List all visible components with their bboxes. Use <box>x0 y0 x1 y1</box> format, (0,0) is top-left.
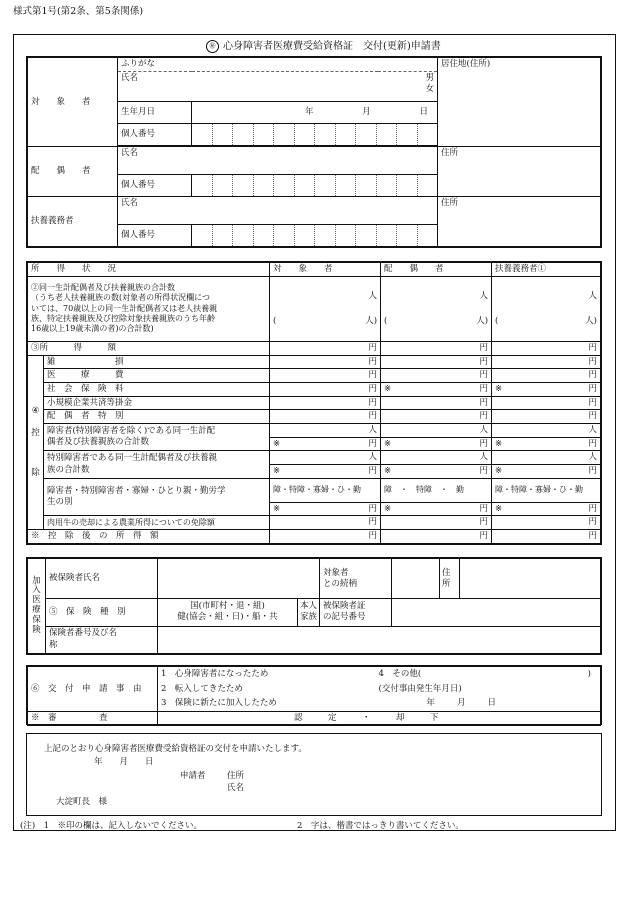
income-amount-label: ③所 得 額 <box>28 341 270 355</box>
spouse-special-supporter[interactable]: 円 <box>492 410 601 424</box>
beef-supporter[interactable]: 円 <box>492 516 601 530</box>
insurer-number-field[interactable] <box>158 626 601 653</box>
subject-col-header: 対 象 者 <box>270 263 381 277</box>
birth-label: 生年月日 <box>118 101 192 123</box>
beef-subject[interactable]: 円 <box>270 516 381 530</box>
subject-label: 対 象 者 <box>28 58 118 147</box>
name-label: 氏名 <box>121 72 139 83</box>
type-yen-supporter: ※ 円 <box>492 502 601 516</box>
supporter-label: 扶養義務者 <box>28 196 118 246</box>
special-disabled-label: 特別障害者である同一生計配偶者及び扶養親 族の合計数 <box>44 451 270 478</box>
after-supporter: 円 <box>492 530 601 544</box>
applicant-name-label: 氏名 <box>227 783 245 793</box>
insurance-section <box>26 557 602 655</box>
cert-number-field[interactable] <box>392 599 601 626</box>
personal-no-field[interactable] <box>192 123 438 145</box>
special-yen-supporter: ※ 円 <box>492 465 601 479</box>
dependents-subject[interactable]: 人 ( 人) <box>270 276 381 341</box>
birth-field[interactable]: 年 月 日 <box>192 101 438 123</box>
furigana-label: ふりがな <box>118 58 438 72</box>
disabled-count-spouse[interactable]: 人 <box>381 423 492 437</box>
insurer-number-label: 保険者番号及び名 称 <box>46 626 158 653</box>
applicant-section <box>26 56 602 248</box>
disabled-yen-spouse: ※ 円 <box>381 437 492 451</box>
insured-name-label: 被保険者氏名 <box>46 559 158 599</box>
social-insurance-label: 社 会 保 険 料 <box>44 382 270 396</box>
reason-option-4[interactable]: 4 その他( ) <box>376 667 601 682</box>
special-yen-spouse: ※ 円 <box>381 465 492 479</box>
spouse-col-header: 配 偶 者 <box>381 263 492 277</box>
after-deduction-label: ※ 控 除 後 の 所 得 額 <box>28 530 270 544</box>
type-yen-spouse: ※ 円 <box>381 502 492 516</box>
disabled-count-subject[interactable]: 人 <box>270 423 381 437</box>
cert-number-label: 被保険者証 の記号番号 <box>320 599 392 626</box>
self-family-options[interactable]: 本人 家族 <box>298 599 320 626</box>
type-subject[interactable]: 障・特障・寡婦・ひ・勤 <box>270 478 381 502</box>
mayor-addressee: 大淀町長 様 <box>56 797 108 807</box>
application-statement: 上記のとおり心身障害者医療費受給資格証の交付を申請いたします。 <box>44 744 307 754</box>
dependents-spouse[interactable]: 人 ( 人) <box>381 276 492 341</box>
note-1: (注) 1 ※印の欄は、記入しないでください。 <box>20 821 203 831</box>
insurance-type-options[interactable]: 国(市町村・退・組) 健(協会・組・日)・船・共 <box>158 599 298 626</box>
dependents-label: ②同一生計配偶者及び扶養親族の合計数 （うち老人扶養親族の数(対象者の所得状況欄につ いては、70歳以上の同一生計配偶者又は老人扶養親 族、特定扶養親族及び控除対象扶養親族のうち年齢 16歳以上19歳未満の者)の合計数) <box>28 276 270 341</box>
review-label: ※ 審 査 <box>28 712 158 726</box>
medical-supporter[interactable]: 円 <box>492 369 601 383</box>
spouse-special-spouse[interactable]: 円 <box>381 410 492 424</box>
application-date[interactable]: 年 月 日 <box>94 757 154 767</box>
small-biz-subject[interactable]: 円 <box>270 396 381 410</box>
special-disabled-subject[interactable]: 人 <box>270 451 381 465</box>
misc-loss-spouse[interactable]: 円 <box>381 355 492 369</box>
misc-loss-subject[interactable]: 円 <box>270 355 381 369</box>
reason-option-1[interactable]: 1 心身障害者になったため <box>158 667 376 682</box>
beef-spouse[interactable]: 円 <box>381 516 492 530</box>
male-option[interactable]: 男 <box>425 72 434 83</box>
female-option[interactable]: 女 <box>425 83 434 94</box>
title-text: 心身障害者医療費受給資格証 交付(更新)申請書 <box>223 41 441 52</box>
small-biz-label: 小規模企業共済等掛金 <box>44 396 270 410</box>
type-spouse[interactable]: 障 ・ 特障 ・ 勤 <box>381 478 492 502</box>
applicant-address-label: 住所 <box>227 771 245 781</box>
income-amount-supporter[interactable]: 円 <box>492 341 601 355</box>
income-header: 所 得 状 況 <box>28 263 270 277</box>
medical-spouse[interactable]: 円 <box>381 369 492 383</box>
special-disabled-spouse[interactable]: 人 <box>381 451 492 465</box>
insurance-type-label: ⑤ 保 険 種 別 <box>46 599 158 626</box>
supporter-address-field[interactable]: 住所 <box>438 196 601 246</box>
social-supporter: ※ 円 <box>492 382 601 396</box>
beef-exemption-label: 肉用牛の売却による農業所得についての免除額 <box>44 516 270 530</box>
insurance-address-label: 住所 <box>440 559 460 599</box>
type-yen-subject: ※ 円 <box>270 502 381 516</box>
spouse-label: 配 偶 者 <box>28 146 118 196</box>
reason-option-2[interactable]: 2 転入してきたため <box>161 683 243 694</box>
name-field[interactable] <box>118 71 438 101</box>
occurrence-date-field[interactable]: 年 月 日 <box>376 697 601 712</box>
social-subject[interactable]: 円 <box>270 382 381 396</box>
supporter-no-field[interactable] <box>192 224 438 246</box>
spouse-name-field[interactable]: 氏名 <box>118 146 438 174</box>
note-2: 2 字は、楷書ではっきり書いてください。 <box>297 821 464 831</box>
special-yen-subject: ※ 円 <box>270 465 381 479</box>
income-section <box>26 261 602 545</box>
small-biz-supporter[interactable]: 円 <box>492 396 601 410</box>
residence-label: 居住地(住所) <box>438 58 601 147</box>
relation-field[interactable] <box>392 559 440 599</box>
social-spouse: ※ 円 <box>381 382 492 396</box>
spouse-no-label: 個人番号 <box>118 174 192 196</box>
insurance-side-label: 加入医療保険 <box>28 559 46 654</box>
disabled-yen-supporter: ※ 円 <box>492 437 601 451</box>
supporter-name-field[interactable]: 氏名 <box>118 196 438 224</box>
disabled-count-supporter[interactable]: 人 <box>492 423 601 437</box>
income-amount-subject[interactable]: 円 <box>270 341 381 355</box>
spouse-special-label: 配 偶 者 特 別 <box>44 410 270 424</box>
supporter-col-header: 扶養義務者① <box>492 263 601 277</box>
disabled-yen-subject: ※ 円 <box>270 437 381 451</box>
medical-subject[interactable]: 円 <box>270 369 381 383</box>
income-amount-spouse[interactable]: 円 <box>381 341 492 355</box>
relation-label: 対象者 との続柄 <box>320 559 392 599</box>
applicant-label: 申請者 <box>180 771 206 781</box>
occurrence-date-label: (交付事由発生年月日) <box>376 682 601 697</box>
misc-loss-label: 雑 損 <box>44 355 270 369</box>
after-spouse: 円 <box>381 530 492 544</box>
reason-section <box>26 665 602 725</box>
decision-field: 認 定 ・ 却 下 <box>158 712 601 726</box>
medical-label: 医 療 費 <box>44 369 270 383</box>
insured-name-field[interactable] <box>158 559 320 599</box>
insurance-address-field[interactable] <box>460 559 601 599</box>
spouse-special-subject[interactable]: 円 <box>270 410 381 424</box>
form-number: 様式第1号(第2条、第5条関係) <box>13 6 144 17</box>
form-title <box>206 40 441 54</box>
misc-loss-supporter[interactable]: 円 <box>492 355 601 369</box>
dependents-supporter[interactable]: 人 ( 人) <box>492 276 601 341</box>
type-distinction-label: 障害者・特別障害者・寡婦・ひとり親・勤労学 生の別 <box>44 478 270 516</box>
after-subject: 円 <box>270 530 381 544</box>
type-supporter[interactable]: 障・特障・寡婦・ひ・勤 <box>492 478 601 502</box>
reason-label: ⑥ 交 付 申 請 事 由 <box>28 667 158 712</box>
disabled-count-label: 障害者(特別障害者を除く)である同一生計配 偶者及び扶養親族の合計数 <box>44 423 270 450</box>
special-disabled-supporter[interactable]: 人 <box>492 451 601 465</box>
spouse-no-field[interactable] <box>192 174 438 196</box>
spouse-address-field[interactable]: 住所 <box>438 146 601 196</box>
small-biz-spouse[interactable]: 円 <box>381 396 492 410</box>
supporter-no-label: 個人番号 <box>118 224 192 246</box>
deduction-side-label: ④ 控 除 <box>28 355 44 529</box>
confidential-badge-icon: ㊙ <box>206 40 219 53</box>
reason-option-3[interactable]: 3 保険に新たに加入したため <box>158 697 376 712</box>
personal-no-label: 個人番号 <box>118 123 192 145</box>
